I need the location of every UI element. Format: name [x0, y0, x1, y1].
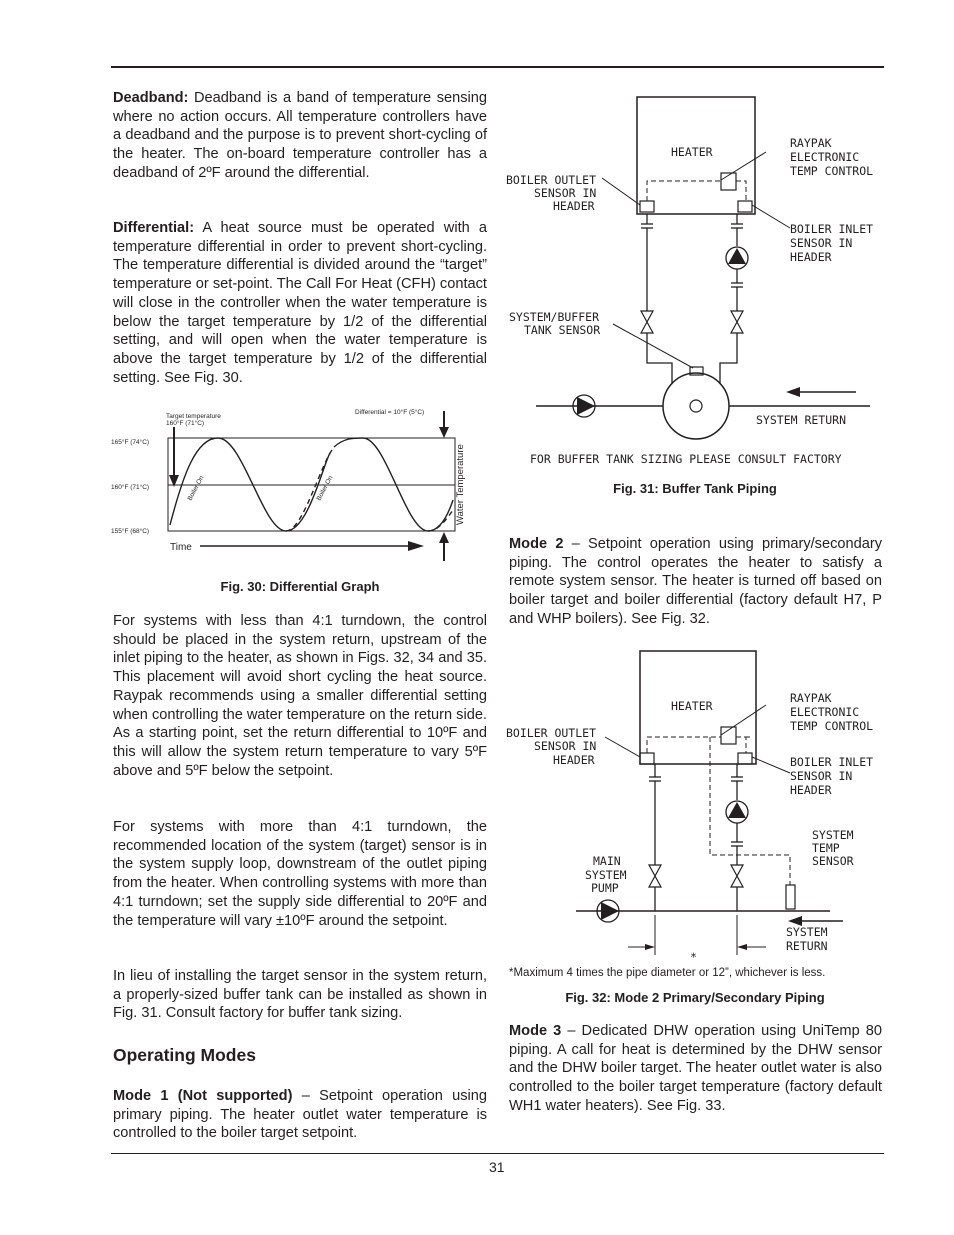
turndown-less-paragraph — [113, 612, 487, 780]
outlet2-label-2: SENSOR IN — [534, 739, 597, 753]
inlet-sensor-2 — [738, 753, 752, 764]
outlet-label-3: HEADER — [553, 199, 595, 213]
bottom-rule — [111, 1153, 884, 1154]
fig32-caption: Fig. 32: Mode 2 Primary/Secondary Piping — [565, 990, 825, 1005]
mode2-label: Mode 2 — [509, 536, 564, 552]
pump-label-1: MAIN — [593, 854, 621, 868]
mode1-paragraph — [113, 1087, 487, 1143]
inlet2-label-3: HEADER — [790, 783, 832, 797]
buffer-text: In lieu of installing the target sensor in the system return, a properly-sized buffer tank can be installed as shown in Fig. 31. Consult factory for buffer tank sizing. — [113, 968, 487, 1022]
fig31-caption: Fig. 31: Buffer Tank Piping — [613, 481, 777, 496]
tick-low: 155°F (68°C) — [111, 528, 150, 535]
return-arrow — [786, 387, 800, 397]
outlet-valve — [641, 311, 653, 333]
top-rule — [111, 66, 884, 68]
tick-mid: 160°F (71°C) — [111, 484, 150, 491]
fig30-caption: Fig. 30: Differential Graph — [220, 579, 380, 594]
mode1-text: – Setpoint operation using primary piping. The heater outlet water temperature is controlled to the boiler target setpoint. — [113, 1088, 487, 1142]
mode2-text: – Setpoint operation using primary/secondary piping. The control operates the heater to satisfy a remote system sensor. The heater is turned off based on boiler target and boiler differential (factory default H7, P and WHP boilers). See Fig. 32. — [509, 536, 883, 627]
page-number: 31 — [489, 1159, 505, 1175]
mode2-paragraph — [509, 535, 882, 629]
inlet-sensor — [738, 201, 752, 212]
turndown-more-text: For systems with more than 4:1 turndown, the recommended location of the system (target) sensor is in the system supply loop, downstream of the outlet piping from the heater. When controlling systems with more than 4:1 turndown; set the supply side differential to 20ºF and the temperature will vary ±10ºF around the setpoint. — [113, 819, 487, 929]
sys-sensor-label-2: TEMP — [812, 841, 840, 855]
buffer-paragraph — [113, 967, 487, 1023]
inlet-valve — [731, 311, 743, 333]
outlet-label-1: BOILER OUTLET — [506, 173, 597, 187]
deadband-text: Deadband is a band of temperature sensing where no action occurs. All temperature controllers have a deadband and the purpose is to prevent short-cycling of the heater. The on-board temperature controller has a deadband of 2ºF around the differential. — [113, 90, 487, 181]
sys-sensor-label-1: SYSTEM — [812, 828, 854, 842]
raypak2-label-2: ELECTRONIC — [790, 705, 860, 719]
raypak2-label-3: TEMP CONTROL — [790, 719, 874, 733]
inlet-label-2: SENSOR IN — [790, 236, 853, 250]
turndown-less-text: For systems with less than 4:1 turndown, the control should be placed in the system return, upstream of the inlet piping to the heater, as shown in Figs. 32, 34 and 35. This placement will avoid short cycling the heat source. Raypak recommends using a smaller differential setting when controlling the water temperature on the return side. As a starting point, set the return differential to 10ºF and this will allow the system return temperature to vary 5ºF above and 5ºF below the setpoint. — [113, 613, 487, 779]
differential-paragraph — [113, 219, 487, 387]
raypak-label-2: ELECTRONIC — [790, 150, 860, 164]
pump-label-3: PUMP — [591, 881, 619, 895]
inlet2-label-1: BOILER INLET — [790, 755, 874, 769]
heater-label-2: HEATER — [671, 699, 713, 713]
mode1-label: Mode 1 (Not supported) — [113, 1088, 293, 1104]
inlet-label-3: HEADER — [790, 250, 832, 264]
deadband-paragraph — [113, 89, 487, 183]
differential-label: Differential: — [113, 220, 195, 236]
raypak-label-1: RAYPAK — [790, 136, 832, 150]
buffer-sensor-label-2: TANK SENSOR — [524, 323, 601, 337]
differential-graph — [108, 405, 496, 575]
operating-modes-heading: Operating Modes — [113, 1045, 256, 1065]
time-arrow — [408, 541, 424, 551]
system-temp-sensor — [786, 885, 795, 909]
outlet-sensor — [640, 201, 654, 212]
buffer-tank — [663, 373, 729, 439]
buffer-tank-diagram — [500, 88, 890, 473]
outlet2-label-1: BOILER OUTLET — [506, 726, 597, 740]
primary-secondary-diagram — [500, 645, 890, 965]
pump-label-2: SYSTEM — [585, 868, 627, 882]
inlet-label-1: BOILER INLET — [790, 222, 874, 236]
target-temp-value: 160°F (71°C) — [166, 420, 205, 427]
raypak-label-3: TEMP CONTROL — [790, 164, 874, 178]
differential-value-label: Differential = 10°F (5°C) — [355, 409, 425, 416]
differential-arrow-top — [439, 427, 449, 438]
boiler-on-dashes — [286, 447, 453, 531]
outlet2-label-3: HEADER — [553, 753, 595, 767]
tick-high: 165°F (74°C) — [111, 439, 150, 446]
time-label: Time — [170, 542, 192, 553]
differential-arrow-bottom — [439, 532, 449, 543]
differential-text: A heat source must be operated with a temperature differential in order to prevent short-cycling. The temperature differential is divided around the “target” temperature or set-point. The Call For Heat (CFH) contact will close in the controller when the water temperature is below the target temperature by 1/2 of the differential setting, and will open when the water temperature is above the target temperature by 1/2 of the differential setting. See Fig. 30. — [113, 220, 487, 386]
boiler-on-label-1: Boiler On — [186, 474, 206, 502]
heater-label: HEATER — [671, 145, 713, 159]
mode3-label: Mode 3 — [509, 1023, 562, 1039]
return2-label-1: SYSTEM — [786, 925, 828, 939]
deadband-label: Deadband: — [113, 90, 189, 106]
water-temperature-label: Water Temperature — [455, 444, 466, 525]
buffer-sizing-note: FOR BUFFER TANK SIZING PLEASE CONSULT FACTORY — [530, 452, 842, 466]
outlet-sensor-2 — [640, 753, 654, 764]
sys-sensor-label-3: SENSOR — [812, 854, 854, 868]
buffer-sensor-label-1: SYSTEM/BUFFER — [509, 310, 600, 324]
system-return-label: SYSTEM RETURN — [756, 413, 847, 427]
fig32-footnote: *Maximum 4 times the pipe diameter or 12”, whichever is less. — [509, 967, 826, 979]
outlet-label-2: SENSOR IN — [534, 186, 597, 200]
outlet-valve-2 — [649, 865, 661, 887]
target-temp-label: Target temperature — [166, 413, 221, 420]
turndown-more-paragraph — [113, 818, 487, 930]
return2-label-2: RETURN — [786, 939, 828, 953]
raypak2-label-1: RAYPAK — [790, 691, 832, 705]
boiler-on-label-2: Boiler On — [315, 474, 335, 502]
mode3-paragraph — [509, 1022, 882, 1116]
inlet2-label-2: SENSOR IN — [790, 769, 853, 783]
mode3-text: – Dedicated DHW operation using UniTemp 80 piping. A call for heat is determined by the DHW sensor and the DHW boiler target. The heater outlet water is also controlled to the boiler target temperature (factory default WH1 water heaters). See Fig. 33. — [509, 1023, 883, 1114]
dimension-asterisk: * — [690, 950, 697, 964]
inlet-valve-2 — [731, 865, 743, 887]
